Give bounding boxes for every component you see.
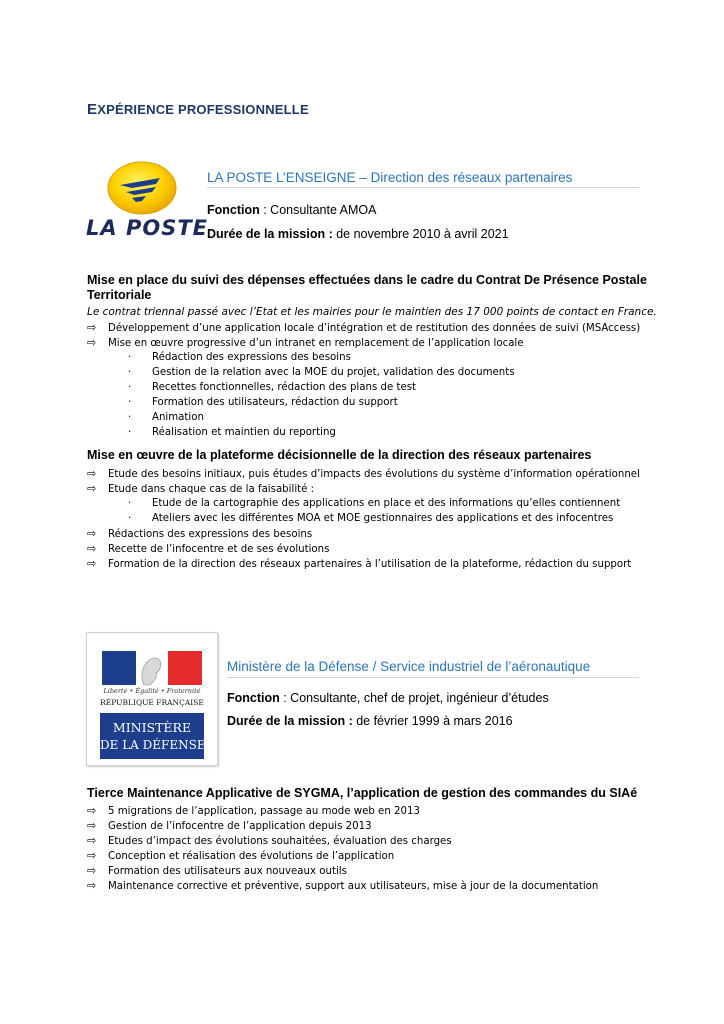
job1-fonction: Fonction : Consultante AMOA: [207, 203, 377, 217]
list-item: ⇨ Développement d’une application locale d’intégration et de restitution des données de suivi (MSAccess): [87, 321, 641, 334]
logo-republic: RÉPUBLIQUE FRANÇAISE: [100, 698, 204, 707]
la-poste-logo-text: LA POSTE: [86, 216, 208, 240]
bullet-icon: ·: [128, 498, 132, 509]
logo-line1: MINISTÈRE: [112, 720, 192, 735]
arrow-icon: ⇨: [87, 864, 97, 877]
logo-motto: Liberté • Égalité • Fraternité: [103, 687, 201, 695]
list-item: ⇨ Conception et réalisation des évolutions de l’application: [87, 849, 395, 862]
job1-duree: Durée de la mission : de novembre 2010 à avril 2021: [207, 227, 509, 241]
arrow-icon: ⇨: [87, 849, 97, 862]
job1-title: LA POSTE L’ENSEIGNE – Direction des réseaux partenaires: [207, 170, 573, 185]
job2-block-heading: Tierce Maintenance Applicative de SYGMA, l’application de gestion des commandes du SIAé: [87, 786, 638, 800]
list-item: ⇨ Mise en œuvre progressive d’un intranet en remplacement de l’application locale: [87, 336, 524, 349]
bullet-icon: ·: [128, 427, 132, 438]
job2-duree: Durée de la mission : de février 1999 à mars 2016: [227, 714, 513, 728]
bullet-icon: ·: [128, 513, 132, 524]
list-item: ⇨ Etude des besoins initiaux, puis études d’impacts des évolutions du système d’information opérationnel: [87, 467, 640, 480]
arrow-icon: ⇨: [87, 879, 97, 892]
sub-list-item: · Animation: [128, 412, 204, 423]
job1-block2-list: [87, 466, 640, 571]
bullet-icon: ·: [128, 397, 132, 408]
job1-block1-list: [87, 320, 640, 440]
job2-title-rule: [227, 677, 639, 678]
job2-block-list: [87, 803, 598, 893]
ministere-defense-logo: [86, 632, 218, 766]
job1-title-rule: [207, 187, 639, 188]
arrow-icon: ⇨: [87, 557, 97, 570]
sub-list-item: · Etude de la cartographie des applications en place et des informations qu’elles contiennent: [128, 498, 621, 509]
bullet-icon: ·: [128, 382, 132, 393]
arrow-icon: ⇨: [87, 527, 97, 540]
sub-list-item: · Gestion de la relation avec la MOE du projet, validation des documents: [128, 367, 515, 378]
job1-block2-heading: Mise en œuvre de la plateforme décisionnelle de la direction des réseaux partenaires: [87, 448, 592, 462]
list-item: ⇨ Maintenance corrective et préventive, support aux utilisateurs, mise à jour de la documentation: [87, 879, 599, 892]
arrow-icon: ⇨: [87, 819, 97, 832]
logo-line2: DE LA DÉFENSE: [100, 738, 206, 752]
bullet-icon: ·: [128, 352, 132, 363]
sub-list-item: · Réalisation et maintien du reporting: [128, 427, 336, 438]
list-item: ⇨ 5 migrations de l’application, passage au mode web en 2013: [87, 804, 420, 817]
arrow-icon: ⇨: [87, 321, 97, 334]
list-item: ⇨ Rédactions des expressions des besoins: [87, 527, 313, 540]
job1-block1-intro: Le contrat triennal passé avec l’Etat et les mairies pour le maintien des 17 000 points de contact en France.: [87, 306, 657, 318]
arrow-icon: ⇨: [87, 482, 97, 495]
arrow-icon: ⇨: [87, 467, 97, 480]
arrow-icon: ⇨: [87, 834, 97, 847]
list-item: ⇨ Etudes d’impact des évolutions souhaitées, évaluation des charges: [87, 834, 452, 847]
list-item: ⇨ Recette de l’infocentre et de ses évolutions: [87, 542, 330, 555]
sub-list-item: · Formation des utilisateurs, rédaction du support: [128, 397, 398, 408]
list-item: ⇨ Gestion de l’infocentre de l’application depuis 2013: [87, 819, 372, 832]
section-title: EXPÉRIENCE PROFESSIONNELLE: [87, 101, 309, 118]
arrow-icon: ⇨: [87, 542, 97, 555]
sub-list-item: · Ateliers avec les différentes MOA et MOE gestionnaires des applications et des infocentres: [128, 513, 614, 524]
sub-list-item: · Rédaction des expressions des besoins: [128, 352, 351, 363]
bullet-icon: ·: [128, 367, 132, 378]
arrow-icon: ⇨: [87, 804, 97, 817]
arrow-icon: ⇨: [87, 336, 97, 349]
job2-fonction: Fonction : Consultante, chef de projet, ingénieur d’études: [227, 691, 549, 705]
job2-title: Ministère de la Défense / Service industriel de l’aéronautique: [227, 659, 591, 674]
list-item: ⇨ Formation de la direction des réseaux partenaires à l’utilisation de la plateforme, rédaction du support: [87, 557, 632, 570]
la-poste-logo: [86, 158, 208, 248]
job1-block1-heading: Mise en place du suivi des dépenses effectuées dans le cadre du Contrat De Présence Postale Territoriale: [87, 273, 647, 302]
bullet-icon: ·: [128, 412, 132, 423]
list-item: ⇨ Etude dans chaque cas de la faisabilité :: [87, 482, 315, 495]
list-item: ⇨ Formation des utilisateurs aux nouveaux outils: [87, 864, 347, 877]
sub-list-item: · Recettes fonctionnelles, rédaction des plans de test: [128, 382, 417, 393]
